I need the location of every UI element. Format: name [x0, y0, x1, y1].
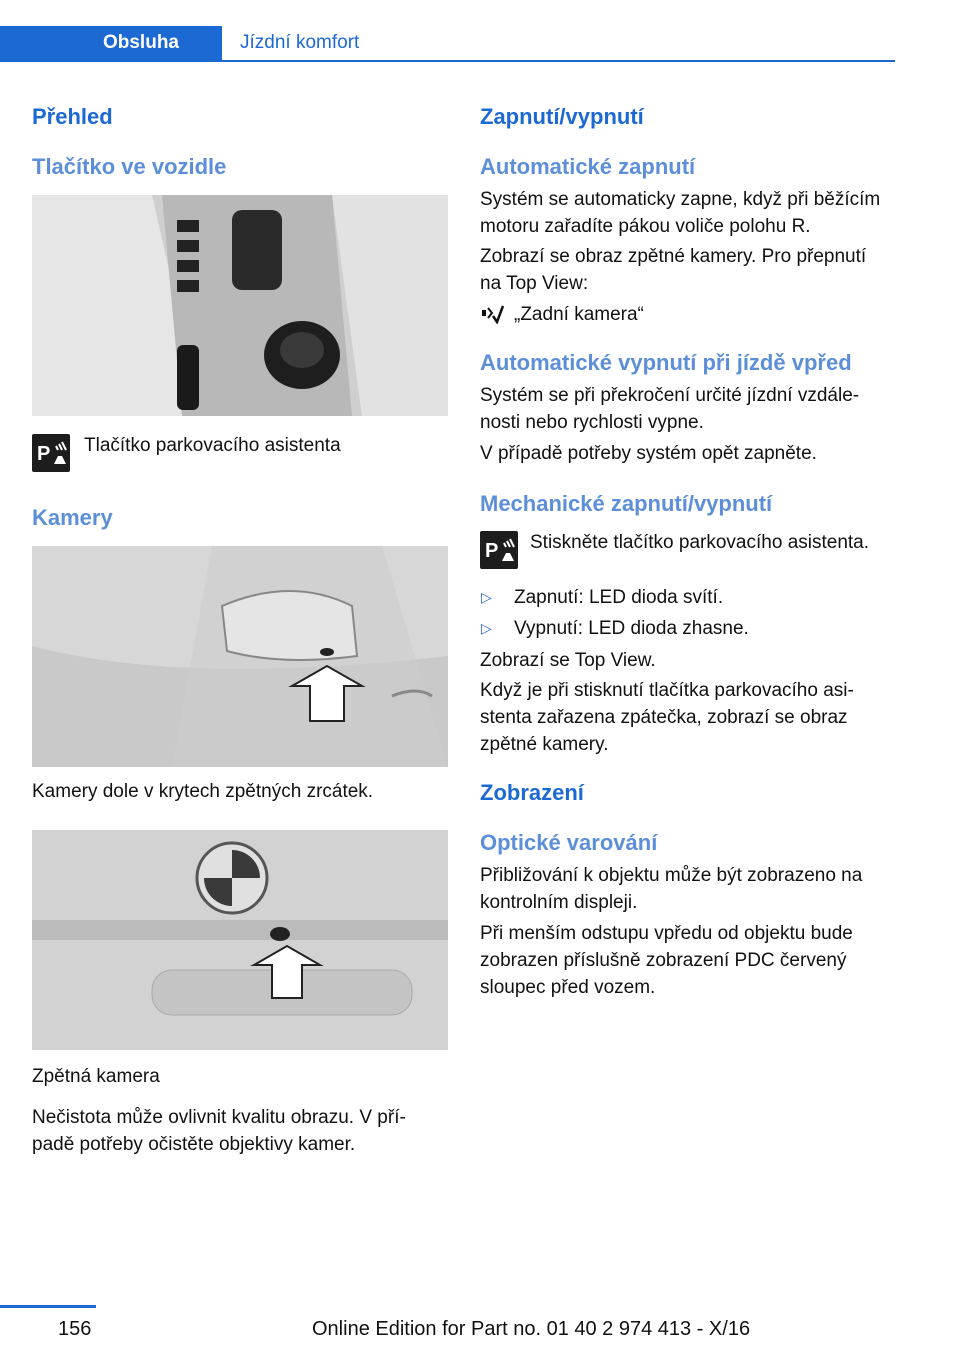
photo-rear-camera	[32, 830, 448, 1050]
para-reverse-1: Když je při stisknutí tlačítka parkovacího asi‐	[480, 680, 854, 701]
para-auto-on-1: Systém se automaticky zapne, když při běžícím	[480, 189, 881, 210]
list-item-led-on: Zapnutí: LED dioda svítí.	[514, 587, 724, 608]
list-bullet-icon: ▷	[481, 620, 492, 636]
para-switch-on-again: V případě potřeby systém opět zapněte.	[480, 443, 817, 464]
tab-jizdni-komfort[interactable]: Jízdní komfort	[240, 32, 360, 53]
para-dirt-line-1: Nečistota může ovlivnit kvalitu obrazu. V pří‐	[32, 1107, 406, 1128]
rear-camera-menu-icon	[480, 302, 504, 324]
heading-zobrazeni: Zobrazení	[480, 780, 584, 805]
chapter-tabbar	[0, 26, 895, 62]
parking-assist-button-icon-2	[480, 531, 518, 569]
para-top-view-shown: Zobrazí se Top View.	[480, 650, 656, 671]
tab-obsluha[interactable]: Obsluha	[0, 26, 222, 60]
list-bullet-icon: ▷	[481, 589, 492, 605]
heading-mechanicke-zapnuti: Mechanické zapnutí/vypnutí	[480, 491, 773, 516]
footer-rule	[0, 1305, 96, 1308]
page-number: 156	[58, 1318, 92, 1340]
heading-opticke-varovani: Optické varování	[480, 830, 658, 855]
parking-assist-button-icon	[32, 434, 70, 472]
para-auto-off-2: nosti nebo rychlosti vypne.	[480, 412, 704, 433]
caption-rear-camera: Zpětná kamera	[32, 1066, 160, 1087]
menu-item-rear-camera: „Zadní kamera“	[514, 304, 644, 325]
para-auto-on-2: motoru zařadíte pákou voliče polohu R.	[480, 216, 811, 237]
para-reverse-2: stenta zařazena zpátečka, zobrazí se obraz	[480, 707, 848, 728]
svg-text:P: P	[485, 540, 499, 562]
para-optical-1: Přibližování k objektu může být zobrazeno na	[480, 865, 863, 886]
heading-automaticke-vypnuti: Automatické vypnutí při jízdě vpřed	[480, 350, 852, 375]
photo-center-console	[32, 195, 448, 416]
caption-mirror-cameras: Kamery dole v krytech zpětných zrcátek.	[32, 781, 374, 802]
para-pdc-3: sloupec před vozem.	[480, 977, 656, 998]
para-top-view-1: Zobrazí se obraz zpětné kamery. Pro přepnutí	[480, 246, 867, 267]
heading-automaticke-zapnuti: Automatické zapnutí	[480, 154, 696, 179]
para-reverse-3: zpětné kamery.	[480, 734, 609, 755]
para-press-button: Stiskněte tlačítko parkovacího asistenta.	[530, 532, 870, 553]
para-dirt-line-2: padě potřeby očistěte objektivy kamer.	[32, 1134, 356, 1155]
heading-tlacitko-ve-vozidle: Tlačítko ve vozidle	[32, 154, 227, 179]
footer-edition: Online Edition for Part no. 01 40 2 974 413 - X/16	[312, 1318, 751, 1340]
para-pdc-1: Při menším odstupu vpředu od objektu bude	[480, 923, 853, 944]
para-top-view-2: na Top View:	[480, 273, 589, 294]
svg-text:P: P	[37, 443, 51, 465]
header-rule	[0, 60, 895, 62]
heading-kamery: Kamery	[32, 505, 113, 530]
para-pdc-2: zobrazen příslušně zobrazení PDC červený	[480, 950, 847, 971]
list-item-led-off: Vypnutí: LED dioda zhasne.	[514, 618, 749, 639]
heading-zapnuti-vypnuti: Zapnutí/vypnutí	[480, 104, 644, 129]
caption-parking-button: Tlačítko parkovacího asistenta	[84, 435, 341, 456]
para-optical-2: kontrolním displeji.	[480, 892, 638, 913]
para-auto-off-1: Systém se při překročení určité jízdní vzdále‐	[480, 385, 860, 406]
photo-side-mirror-camera	[32, 546, 448, 767]
heading-prehled: Přehled	[32, 104, 113, 129]
